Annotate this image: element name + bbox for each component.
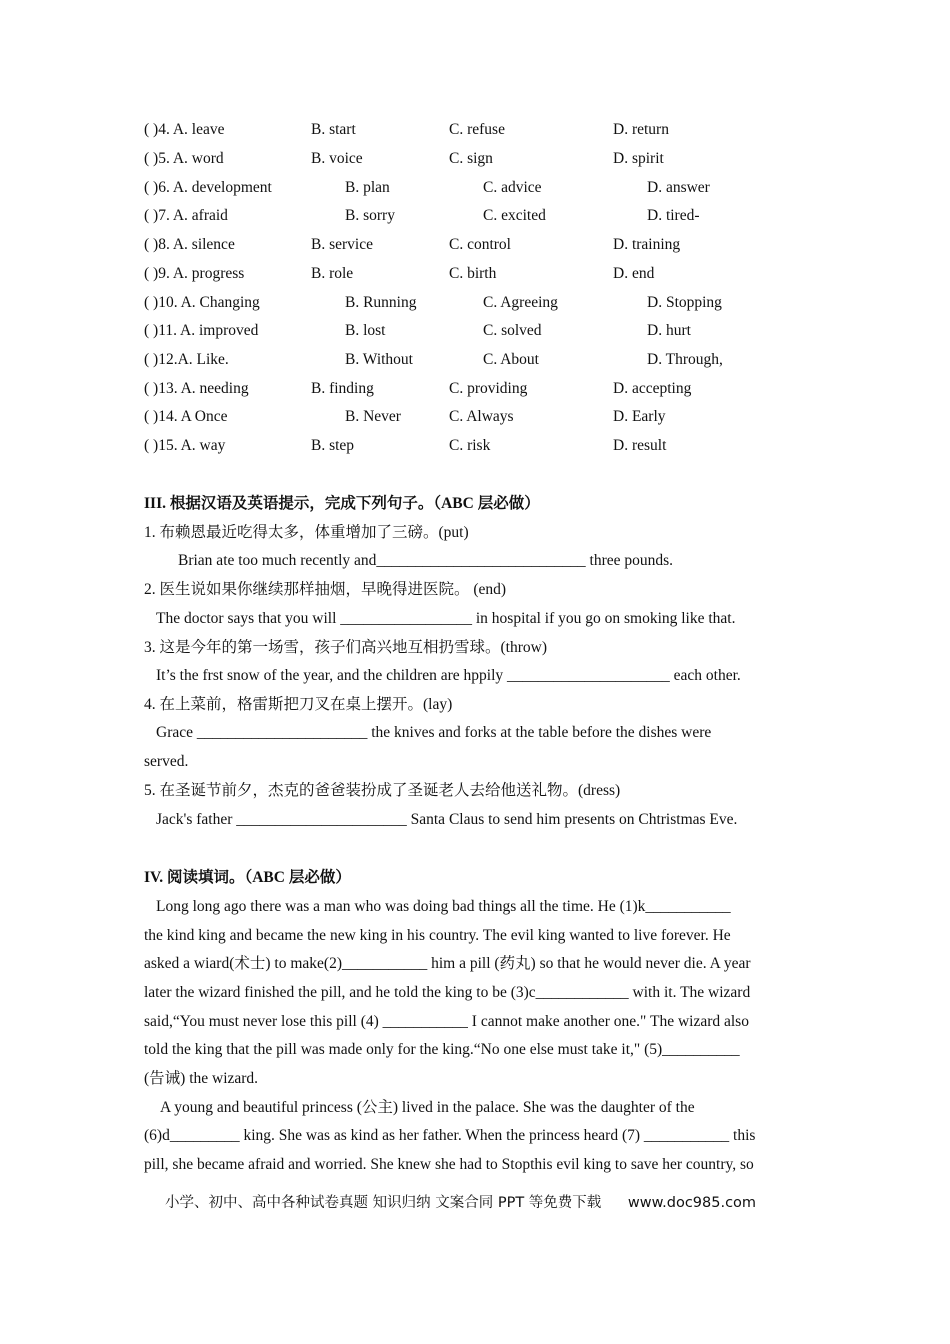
option-c: C. solved — [483, 322, 542, 339]
option-b: B. start — [311, 121, 356, 138]
passage-line: (告诫) the wizard. — [144, 1070, 259, 1087]
option-c: C. excited — [483, 207, 546, 224]
passage-line: told the king that the pill was made only for the king.“No one else must take it," (5)__________ — [144, 1041, 740, 1058]
passage-line: the kind king and became the new king in his country. The evil king wanted to live forever. He — [144, 927, 731, 944]
option-c: C. refuse — [449, 121, 505, 138]
option-b: B. Without — [345, 351, 413, 368]
choice-row — [144, 120, 844, 140]
question-option-a: ( )11. A. improved — [144, 322, 259, 339]
option-b: B. finding — [311, 380, 374, 397]
option-c: C. About — [483, 351, 539, 368]
option-d: D. Through, — [647, 351, 723, 368]
option-d: D. answer — [647, 179, 710, 196]
choice-row — [144, 264, 844, 284]
question-option-a: ( )13. A. needing — [144, 380, 249, 397]
option-b: B. sorry — [345, 207, 395, 224]
option-d: D. tired- — [647, 207, 700, 224]
section-4-heading: IV. 阅读填词。（ABC 层必做） — [144, 869, 351, 886]
option-c: C. risk — [449, 437, 491, 454]
option-c: C. birth — [449, 265, 497, 282]
q5-english: Jack's father ______________________ Santa Claus to send him presents on Chtristmas Eve. — [156, 811, 738, 828]
question-option-a: ( )7. A. afraid — [144, 207, 228, 224]
option-d: D. spirit — [613, 150, 664, 167]
question-option-a: ( )12.A. Like. — [144, 351, 229, 368]
option-c: C. sign — [449, 150, 493, 167]
passage-line: later the wizard finished the pill, and he told the king to be (3)c____________ with it. The wizard — [144, 984, 751, 1001]
question-option-a: ( )14. A Once — [144, 408, 228, 425]
passage-line: A young and beautiful princess (公主) lived in the palace. She was the daughter of the — [160, 1099, 695, 1116]
option-d: D. training — [613, 236, 681, 253]
passage-line: Long long ago there was a man who was doing bad things all the time. He (1)k___________ — [156, 898, 731, 915]
question-option-a: ( )8. A. silence — [144, 236, 235, 253]
choice-row — [144, 379, 844, 399]
q2-chinese: 2. 医生说如果你继续那样抽烟，早晚得进医院。 (end) — [144, 581, 507, 598]
q5-chinese: 5. 在圣诞节前夕，杰克的爸爸装扮成了圣诞老人去给他送礼物。(dress) — [144, 782, 621, 799]
option-b: B. lost — [345, 322, 386, 339]
q4-english-continued: served. — [144, 753, 189, 770]
choice-row — [144, 235, 844, 255]
question-option-a: ( )9. A. progress — [144, 265, 245, 282]
option-c: C. providing — [449, 380, 528, 397]
choice-row — [144, 407, 844, 427]
choice-row — [144, 321, 844, 341]
choice-row — [144, 436, 844, 456]
question-option-a: ( )6. A. development — [144, 179, 272, 196]
choice-row — [144, 293, 844, 313]
question-option-a: ( )5. A. word — [144, 150, 224, 167]
footer — [165, 1191, 756, 1212]
question-option-a: ( )10. A. Changing — [144, 294, 260, 311]
q4-chinese: 4. 在上菜前，格雷斯把刀叉在桌上摆开。(lay) — [144, 696, 453, 713]
q1-english: Brian ate too much recently and___________________________ three pounds. — [178, 552, 674, 569]
option-d: D. end — [613, 265, 655, 282]
option-b: B. step — [311, 437, 355, 454]
q3-english: It’s the frst snow of the year, and the children are hppily _____________________ each other. — [156, 667, 741, 684]
passage-line: said,“You must never lose this pill (4) ___________ I cannot make another one." The wizard also — [144, 1013, 749, 1030]
passage-line: (6)d_________ king. She was as kind as her father. When the princess heard (7) ___________ this — [144, 1127, 756, 1144]
option-d: D. Stopping — [647, 294, 722, 311]
footer-text: 小学、初中、高中各种试卷真题 知识归纳 文案合同 PPT 等免费下载 — [165, 1195, 602, 1211]
q2-english: The doctor says that you will _________________ in hospital if you go on smoking like that. — [156, 610, 736, 627]
footer-url[interactable]: www.doc985.com — [627, 1195, 757, 1211]
option-b: B. voice — [311, 150, 363, 167]
choice-row — [144, 149, 844, 169]
choice-row — [144, 206, 844, 226]
option-d: D. result — [613, 437, 667, 454]
section-3-heading: III. 根据汉语及英语提示，完成下列句子。（ABC 层必做） — [144, 495, 540, 512]
option-b: B. Running — [345, 294, 417, 311]
q1-chinese: 1. 布赖恩最近吃得太多，体重增加了三磅。(put) — [144, 524, 469, 541]
option-b: B. role — [311, 265, 354, 282]
question-option-a: ( )4. A. leave — [144, 121, 225, 138]
q3-chinese: 3. 这是今年的第一场雪，孩子们高兴地互相扔雪球。(throw) — [144, 639, 547, 656]
option-c: C. control — [449, 236, 511, 253]
option-b: B. plan — [345, 179, 390, 196]
option-b: B. Never — [345, 408, 401, 425]
option-c: C. Always — [449, 408, 514, 425]
passage-line: asked a wiard(术士) to make(2)___________ him a pill (药丸) so that he would never die. A year — [144, 955, 751, 972]
choice-row — [144, 350, 844, 370]
choice-row — [144, 178, 844, 198]
option-c: C. Agreeing — [483, 294, 558, 311]
option-d: D. hurt — [647, 322, 691, 339]
option-d: D. return — [613, 121, 669, 138]
option-c: C. advice — [483, 179, 542, 196]
option-d: D. Early — [613, 408, 666, 425]
passage-line: pill, she became afraid and worried. She knew she had to Stopthis evil king to save her country, so — [144, 1156, 754, 1173]
question-option-a: ( )15. A. way — [144, 437, 226, 454]
option-d: D. accepting — [613, 380, 692, 397]
option-b: B. service — [311, 236, 373, 253]
q4-english: Grace ______________________ the knives and forks at the table before the dishes were — [156, 724, 712, 741]
